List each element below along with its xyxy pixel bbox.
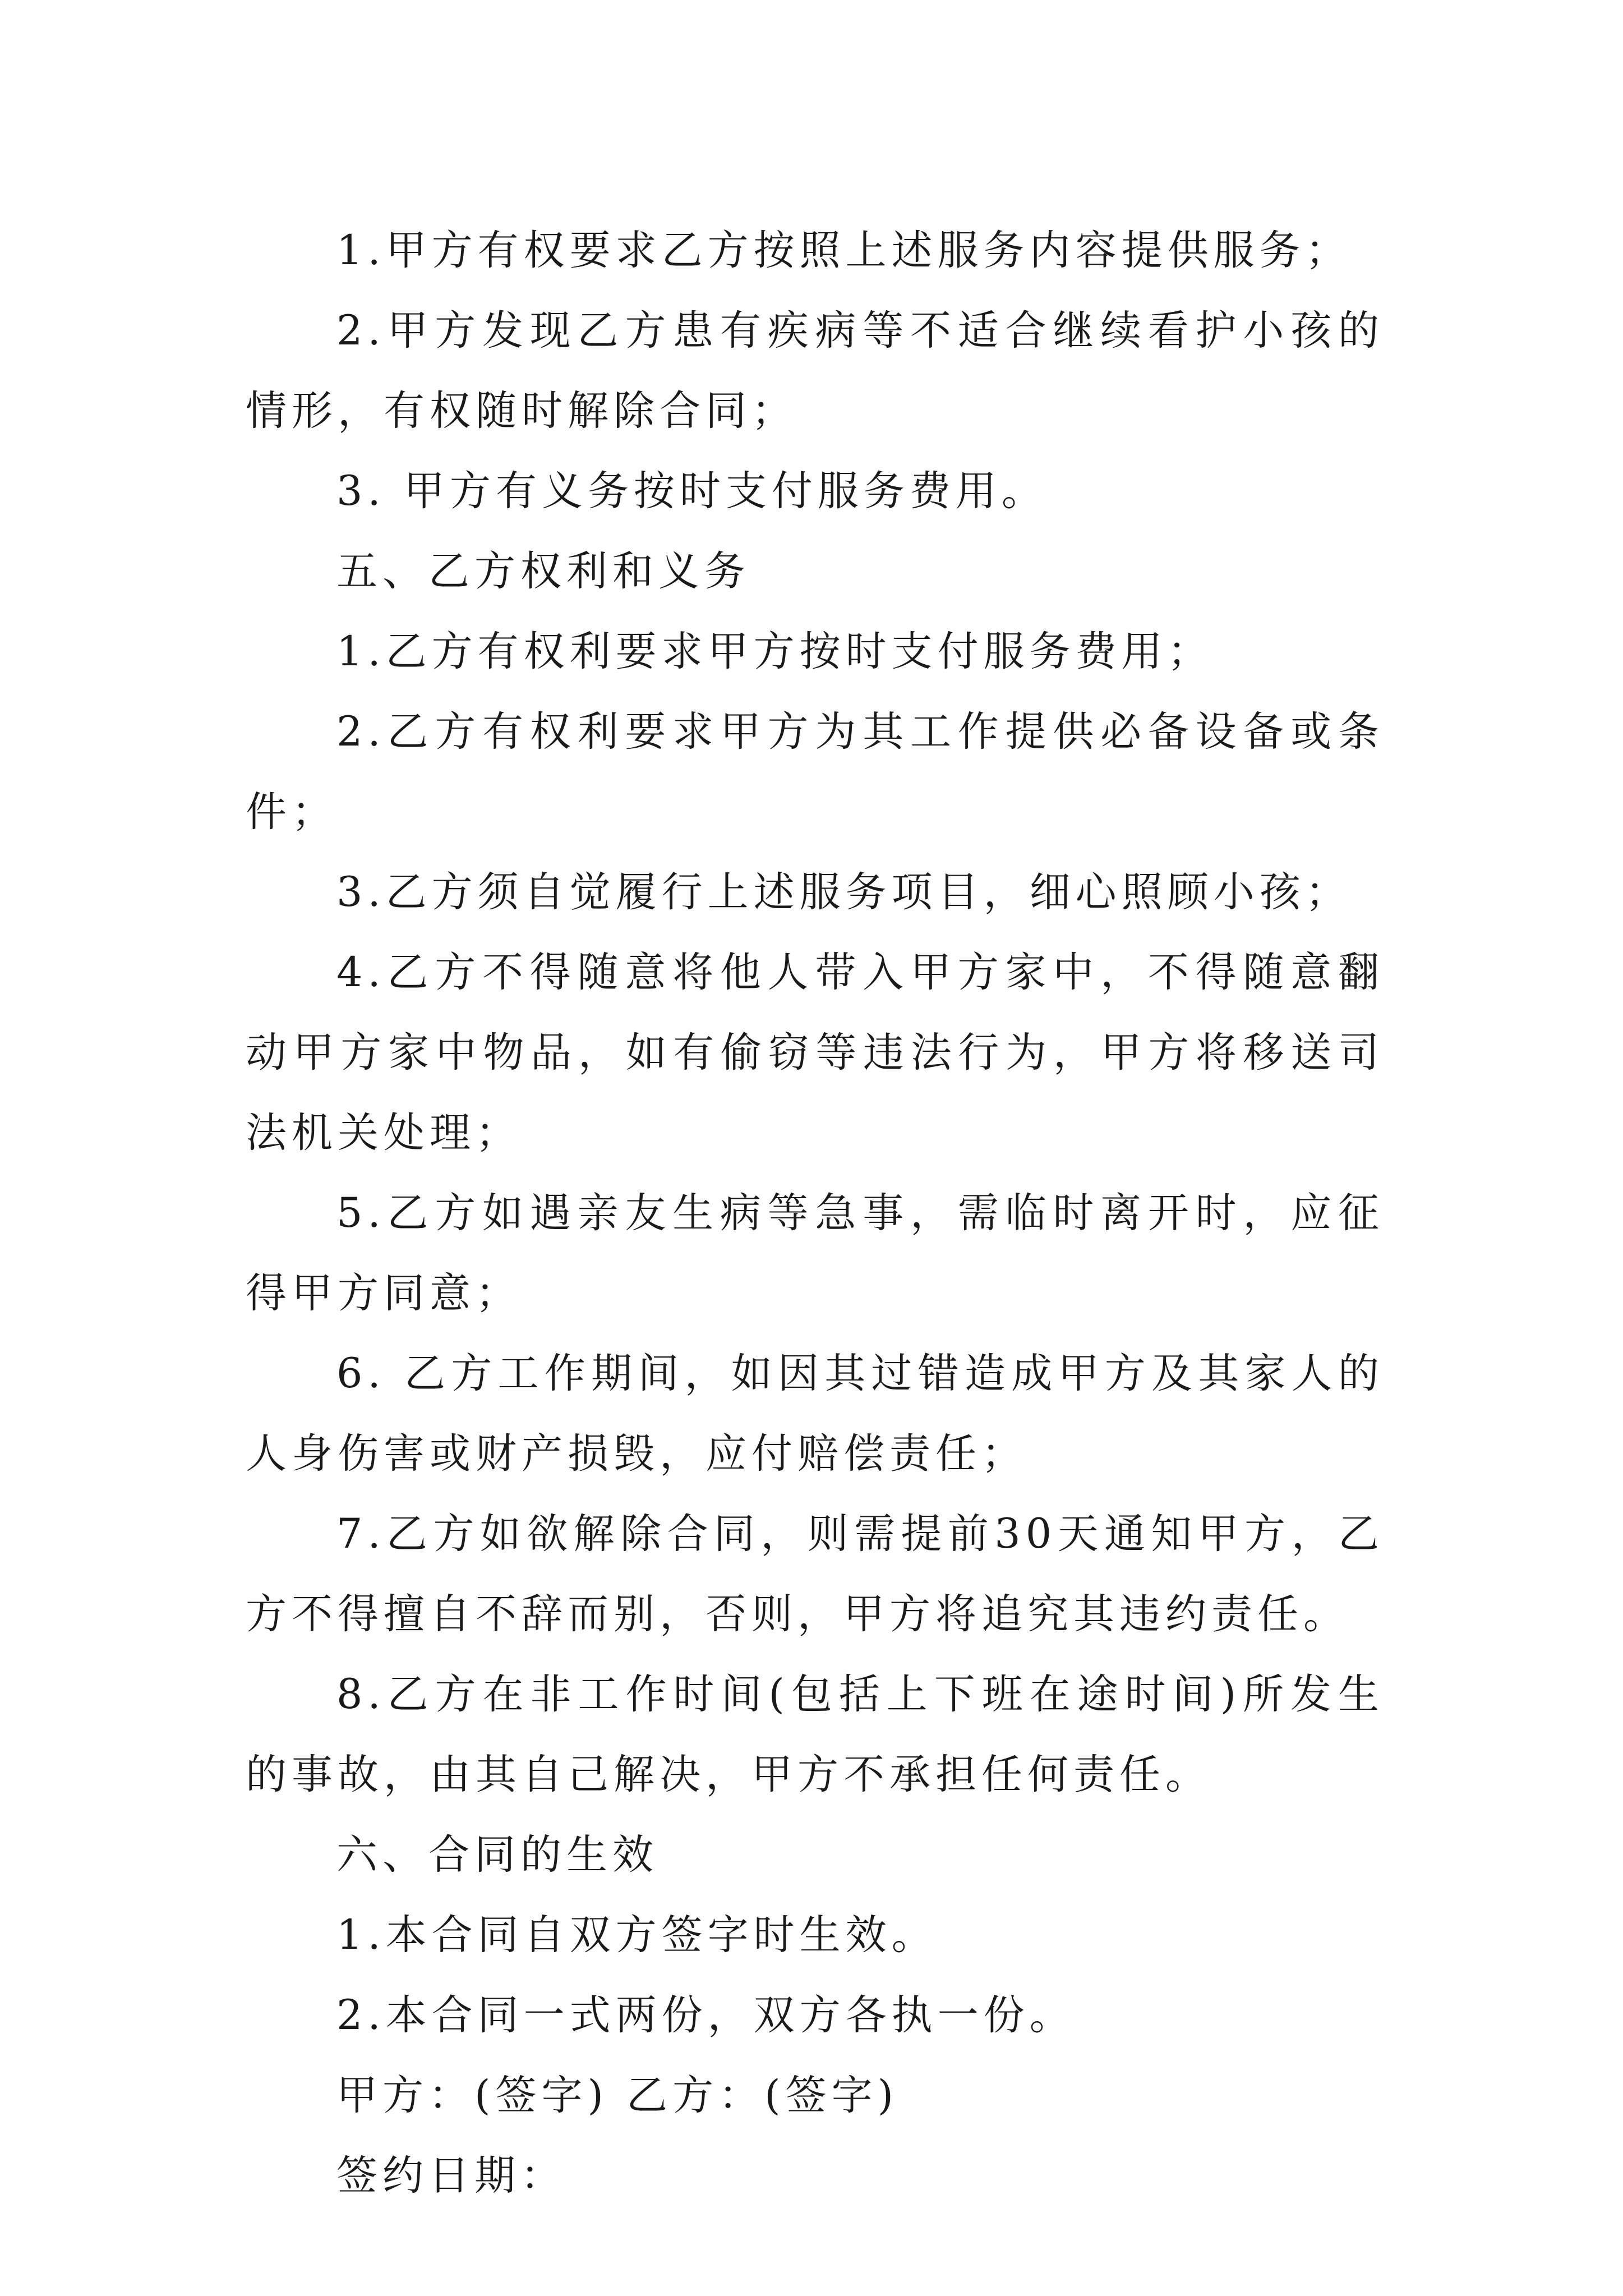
- clause-party-b-no-visitors: 4.乙方不得随意将他人带入甲方家中，不得随意翻动甲方家中物品，如有偷窃等违法行为，甲方将移送司法机关处理；: [246, 949, 1384, 1157]
- clause-effective-on-signing: 1.本合同自双方签字时生效。: [336, 1911, 938, 1959]
- clause-party-b-right-payment: 1.乙方有权利要求甲方按时支付服务费用；: [336, 628, 1214, 675]
- clause-party-b-right-equipment: 2.乙方有权利要求甲方为其工作提供必备设备或条件；: [246, 708, 1384, 836]
- section-heading-party-b: 五、乙方权利和义务: [336, 547, 750, 595]
- clause-party-b-off-duty: 8.乙方在非工作时间(包括上下班在途时间)所发生的事故，由其自己解决，甲方不承担任何责任。: [246, 1671, 1384, 1798]
- clause-party-b-termination-notice: 7.乙方如欲解除合同，则需提前30天通知甲方，乙方不得擅自不辞而别，否则，甲方将追究其违约责任。: [246, 1510, 1384, 1638]
- clause-party-a-duty-pay: 3. 甲方有义务按时支付服务费用。: [336, 467, 1048, 515]
- signature-line: 甲方：(签字) 乙方：(签字): [336, 2072, 899, 2119]
- clause-party-a-right-terminate: 2.甲方发现乙方患有疾病等不适合继续看护小孩的情形，有权随时解除合同；: [246, 307, 1384, 435]
- clause-party-a-right-service: 1.甲方有权要求乙方按照上述服务内容提供服务；: [336, 227, 1352, 274]
- section-heading-effectiveness: 六、合同的生效: [336, 1831, 658, 1879]
- clause-party-b-liability: 6. 乙方工作期间，如因其过错造成甲方及其家人的人身伤害或财产损毁，应付赔偿责任；: [246, 1350, 1384, 1478]
- clause-two-copies: 2.本合同一式两份，双方各执一份。: [336, 1991, 1076, 2039]
- clause-party-b-leave-consent: 5.乙方如遇亲友生病等急事，需临时离开时，应征得甲方同意；: [246, 1189, 1384, 1317]
- document-body: [246, 210, 1384, 2216]
- signing-date-line: 签约日期：: [336, 2152, 566, 2200]
- clause-party-b-duty-care: 3.乙方须自觉履行上述服务项目，细心照顾小孩；: [336, 868, 1352, 916]
